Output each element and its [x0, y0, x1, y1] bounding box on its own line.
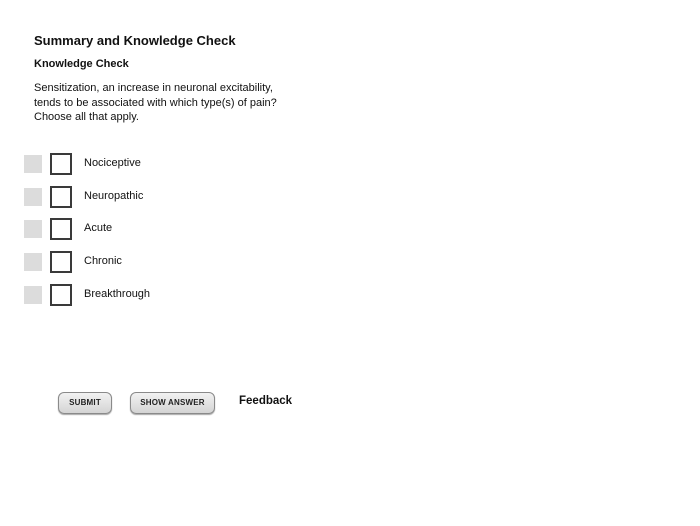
checkbox-breakthrough[interactable]: [50, 284, 72, 306]
submit-button[interactable]: SUBMIT: [58, 392, 112, 414]
option-acute[interactable]: [24, 218, 274, 240]
checkbox-nociceptive[interactable]: [50, 153, 72, 175]
option-label: Neuropathic: [84, 190, 144, 202]
option-label: Acute: [84, 222, 113, 234]
option-nociceptive[interactable]: [24, 153, 274, 175]
option-chronic[interactable]: [24, 251, 274, 273]
question-text: [34, 81, 304, 125]
option-label: Breakthrough: [84, 288, 151, 300]
section-title: Knowledge Check: [34, 58, 129, 70]
answer-marker: [24, 188, 42, 206]
option-label: Nociceptive: [84, 157, 141, 169]
question-line: tends to be associated with which type(s) of pain?: [34, 96, 277, 109]
answer-marker: [24, 220, 42, 238]
answer-marker: [24, 286, 42, 304]
question-line: Sensitization, an increase in neuronal excitability,: [34, 82, 273, 94]
checkbox-acute[interactable]: [50, 218, 72, 240]
checkbox-chronic[interactable]: [50, 251, 72, 273]
answer-marker: [24, 155, 42, 173]
page-title: Summary and Knowledge Check: [34, 33, 236, 48]
show-answer-button[interactable]: SHOW ANSWER: [130, 392, 215, 414]
question-line: Choose all that apply.: [34, 111, 139, 123]
feedback-label: Feedback: [239, 395, 293, 407]
option-label: Chronic: [84, 255, 122, 267]
option-neuropathic[interactable]: [24, 186, 274, 208]
checkbox-neuropathic[interactable]: [50, 186, 72, 208]
answer-marker: [24, 253, 42, 271]
option-breakthrough[interactable]: [24, 284, 274, 306]
